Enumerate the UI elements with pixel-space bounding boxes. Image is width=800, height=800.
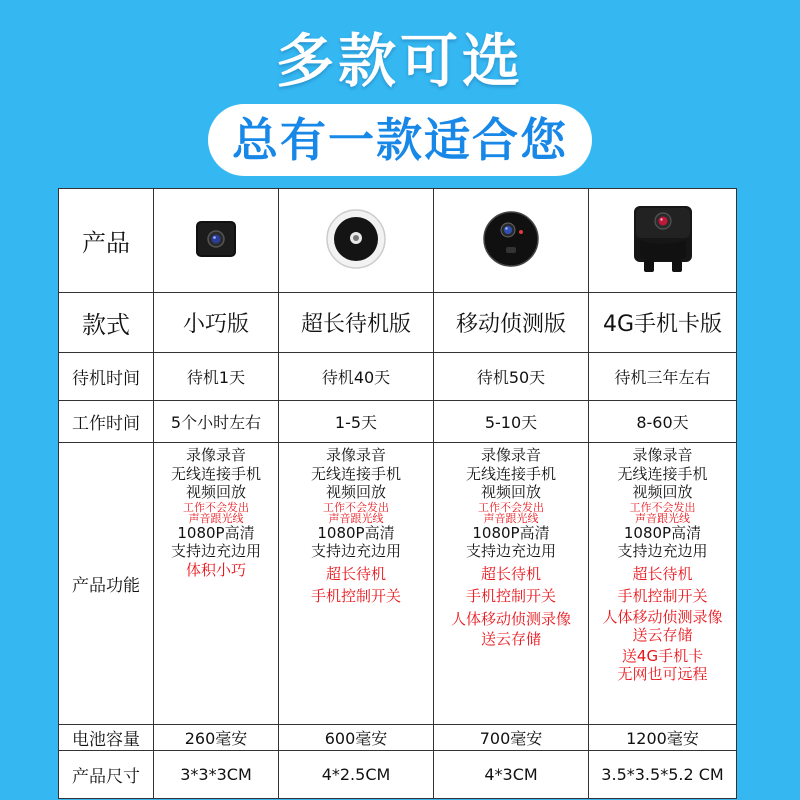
feature-note: 工作不会发出 <box>323 500 389 514</box>
row-label-features: 产品功能 <box>59 443 154 725</box>
standby-cell: 待机1天 <box>154 353 279 401</box>
feature-highlight: 手机控制开关 <box>310 587 401 605</box>
features-cell <box>434 443 589 725</box>
page-title: 多款可选 <box>275 27 524 95</box>
row-label-size: 产品尺寸 <box>59 751 154 799</box>
feature-note: 声音跟光线 <box>635 511 690 525</box>
row-label-battery: 电池容量 <box>59 725 154 751</box>
feature-highlight: 送4G手机卡 <box>621 646 704 665</box>
feature-line: 支持边充边用 <box>465 542 556 560</box>
features-cell <box>589 443 737 725</box>
product-image-cell <box>279 189 434 293</box>
table-row <box>59 443 737 725</box>
feature-note: 声音跟光线 <box>188 511 244 525</box>
product-image-cell <box>589 189 737 293</box>
comparison-table <box>58 188 737 799</box>
4g-black-camera-icon <box>630 204 696 274</box>
feature-line: 视频回放 <box>480 483 541 501</box>
battery-cell: 600毫安 <box>279 725 434 751</box>
feature-highlight: 手机控制开关 <box>617 587 708 605</box>
feature-highlight: 体积小巧 <box>185 560 246 579</box>
feature-line: 无线连接手机 <box>310 464 401 483</box>
feature-line: 视频回放 <box>325 483 386 501</box>
size-cell: 4*2.5CM <box>279 751 434 799</box>
feature-note: 声音跟光线 <box>328 511 384 525</box>
feature-highlight: 人体移动侦测录像 <box>602 607 723 626</box>
feature-highlight: 超长待机 <box>632 564 693 583</box>
feature-line: 录像录音 <box>480 446 541 464</box>
style-cell: 移动侦测版 <box>434 293 589 353</box>
battery-cell: 1200毫安 <box>589 725 737 751</box>
feature-highlight: 超长待机 <box>325 564 386 583</box>
feature-line: 视频回放 <box>185 483 246 501</box>
row-label-product: 产品 <box>59 189 154 293</box>
feature-highlight: 无网也可远程 <box>617 665 708 683</box>
feature-line: 录像录音 <box>632 446 693 464</box>
row-label-work: 工作时间 <box>59 401 154 443</box>
table-row <box>59 751 737 799</box>
size-cell: 3*3*3CM <box>154 751 279 799</box>
battery-cell: 260毫安 <box>154 725 279 751</box>
style-cell: 小巧版 <box>154 293 279 353</box>
work-time-cell: 5-10天 <box>434 401 589 443</box>
feature-note: 工作不会发出 <box>629 500 696 514</box>
row-label-standby: 待机时间 <box>59 353 154 401</box>
feature-line: 录像录音 <box>185 446 246 464</box>
size-cell: 3.5*3.5*5.2 CM <box>589 751 737 799</box>
feature-highlight: 送云存储 <box>480 630 541 648</box>
small-cube-camera-icon <box>194 217 238 261</box>
feature-line: 支持边充边用 <box>617 542 708 560</box>
table-row <box>59 353 737 401</box>
feature-line: 录像录音 <box>325 446 386 464</box>
standby-cell: 待机40天 <box>279 353 434 401</box>
feature-highlight: 手机控制开关 <box>465 587 556 605</box>
feature-line: 1080P高清 <box>623 523 702 542</box>
table-row <box>59 401 737 443</box>
features-cell <box>154 443 279 725</box>
feature-highlight: 人体移动侦测录像 <box>450 609 571 628</box>
feature-line: 1080P高清 <box>472 523 550 542</box>
product-image-cell <box>154 189 279 293</box>
table-row <box>59 189 737 293</box>
work-time-cell: 8-60天 <box>589 401 737 443</box>
standby-cell: 待机50天 <box>434 353 589 401</box>
features-cell <box>279 443 434 725</box>
row-label-style: 款式 <box>59 293 154 353</box>
product-image-cell <box>434 189 589 293</box>
style-cell: 超长待机版 <box>279 293 434 353</box>
size-cell: 4*3CM <box>434 751 589 799</box>
feature-note: 工作不会发出 <box>183 500 249 514</box>
feature-line: 无线连接手机 <box>465 464 556 483</box>
table-row <box>59 725 737 751</box>
feature-line: 无线连接手机 <box>170 464 261 483</box>
table-row <box>59 293 737 353</box>
standby-cell: 待机三年左右 <box>589 353 737 401</box>
work-time-cell: 1-5天 <box>279 401 434 443</box>
battery-cell: 700毫安 <box>434 725 589 751</box>
feature-line: 支持边充边用 <box>170 542 261 560</box>
feature-line: 1080P高清 <box>317 523 395 542</box>
feature-line: 1080P高清 <box>177 523 255 542</box>
style-cell: 4G手机卡版 <box>589 293 737 353</box>
work-time-cell: 5个小时左右 <box>154 401 279 443</box>
feature-highlight: 送云存储 <box>632 626 693 644</box>
subtitle-banner: 总有一款适合您 <box>208 104 592 176</box>
feature-line: 支持边充边用 <box>310 542 401 560</box>
round-black-camera-icon <box>482 210 540 268</box>
feature-highlight: 超长待机 <box>480 564 541 583</box>
round-white-camera-icon <box>325 208 387 270</box>
feature-note: 声音跟光线 <box>483 511 539 525</box>
feature-line: 视频回放 <box>632 483 693 501</box>
feature-note: 工作不会发出 <box>478 500 544 514</box>
feature-line: 无线连接手机 <box>617 464 708 483</box>
